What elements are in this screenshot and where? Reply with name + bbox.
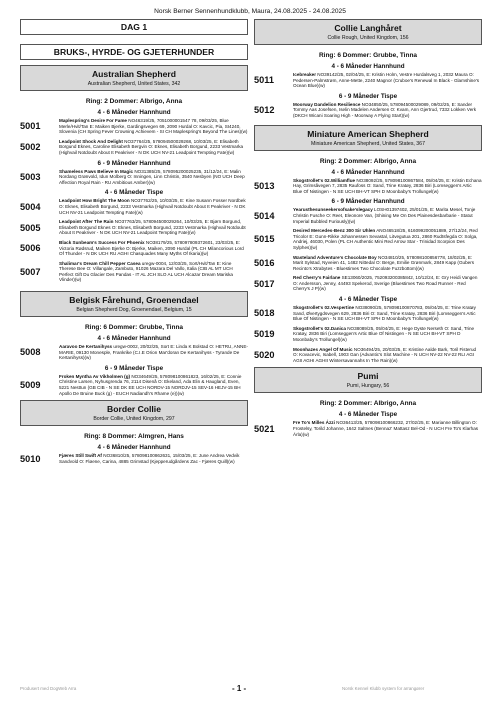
entry-details: NO38090/25, 578098100870783, 05/04/25, E: Trine Kratøy Sand, Øvertygdsvegen 629, 2836 Biri O: Sand, Trine Kratøy, 2836 Biri (Lomseggen's Artic Blue Of Nistingen - N SE UCH BH-VT SPH D Moonbaby's Trollungel(w): [293, 305, 476, 322]
catalog-number: 5005: [20, 222, 41, 233]
entry-details: NO36413/25, 578098100866232, 27/02/25, E: Marianne Billington O: Frostelsy, Torild Johanne, 1642 Saltnes (Bennaz' Mattasz Bel-Od - N UCH Fre To's Klarhas Árla)(w): [293, 420, 479, 437]
entry-details: NO34810/25, 578098100856778, 18/02/25, E: Marit Sylstad, Nyveien 41, 1482 Nittedal O: Berge, Emilie Grønmark, 2849 Kapp (Gubers Recinto's Xtrabytes - Bluestimes Two Chocolate Fuzzbottom)(w): [293, 254, 475, 271]
catalog-entry: [20, 198, 248, 215]
catalog-number: 5018: [254, 308, 275, 319]
breed-name: Border Collie: [107, 404, 161, 415]
breed-box-australian-shepherd: [20, 65, 248, 91]
dog-name: Shameless Paws Believe In Magic: [59, 168, 134, 174]
entry-details: NO46319/25, 7051000001547 78, 09/03/25, Blue Merle/Hvit/Tan E: Maiken Bjerke, Gardingsvegen 69, 2090 Hurdal O: Kavcic, Pia, SI4240, Slovenia (CH Spring Fever Crowning Achievem - SI CH Maplespring's Beyond The Lines)(w): [59, 118, 248, 135]
catalog-number: 5016: [254, 257, 275, 268]
catalog-number: 5020: [254, 350, 275, 361]
class-heading: 6 - 9 Måneder Tispe: [104, 364, 164, 372]
entry-details: NO36810/25, 578098100862631, 15/03/25, E: June Andrea Vedvik Sandvold O: Fløene, Carina, 4885 Grimstad (Kjepperudgårdens Zac - Fjæres Quill)(w): [59, 453, 240, 464]
breed-name: Miniature American Shepherd: [307, 128, 429, 139]
catalog-number: 5012: [254, 105, 275, 116]
breed-box-border-collie: [20, 400, 248, 426]
ring-judge: Ring: 2 Dommer: Albrigo, Anna: [85, 98, 183, 105]
dog-name: Fjæres Still Swift Af: [59, 453, 102, 459]
catalog-number: 5009: [20, 380, 41, 391]
catalog-number: 5017: [254, 278, 275, 289]
catalog-number: 5008: [20, 347, 41, 358]
catalog-entry: [254, 207, 482, 224]
catalog-entry: [254, 255, 482, 272]
catalog-entry: [254, 228, 482, 250]
ring-judge: Ring: 6 Dommer: Grubbe, Tinna: [318, 52, 418, 59]
dog-name: Froken Myntha Av Vikholmen (g): [59, 373, 131, 379]
page-number: - 1 -: [232, 684, 247, 693]
entry-details: NO38179/25, 578097809372601, 23/03/25, E: Victoria Rødsrud, Maiken Bjerke O: Bjerke, Maiken, 2090 Hurdal (PL CH Milancorious Lord Of Thunder - N DK UCH RU AGHI Chasquades Many Myths Of Ikaria)(w): [59, 239, 244, 257]
catalog-entry: [254, 305, 482, 322]
catalog-number: 5007: [20, 266, 41, 277]
entry-details: NO34649/25, 578098100861823, 16/02/25, E: Connie Christine Larsen, Nyhusgrenda 76, 2114 Disenå O: Ekeland, Ada Elin & Haugland, Even, 5221 Nesttun (GB CIB - N SE DK EE UCH NORDV-15 NORDJV-15 SEV-16 HEJV-15 BH Apollo De Bruine Buck (g) - EUCH Nadiandh's Rhame (e))(w): [59, 373, 242, 396]
catalog-entry: [20, 118, 248, 135]
dog-name: Fre To's Milles Ázzi: [293, 420, 335, 426]
dog-name: Wasteland Adventure's Chocolate Boy: [293, 254, 377, 260]
catalog-entry: [20, 261, 248, 283]
catalog-entry: [20, 219, 248, 236]
entry-details: NO31385/25, 578095200025235, 31/12/24, E: Malin Nordang Grønvold, Idun Molberg O: Inningen, Linn Christin, 3540 Nesbyen (NO UCH Deep Affection Royal Rain - RU Ambitious Amber)(w): [59, 168, 245, 185]
catalog-number: 5019: [254, 329, 275, 340]
dog-name: Yearusthesunseekersofsake'slegacy: [293, 207, 373, 213]
catalog-number: 5014: [254, 210, 275, 221]
left-column: [20, 19, 248, 468]
catalog-entry: [254, 420, 482, 437]
class-heading: 4 - 6 Måneder Tispe: [338, 296, 398, 304]
dog-name: Skogstrollet's 02.Danica: [293, 325, 346, 331]
catalog-entry: [20, 374, 248, 396]
catalog-entry: [254, 326, 482, 343]
dog-name: Red Cherry's Fairlane: [293, 275, 341, 281]
right-column: [254, 19, 482, 441]
catalog-number: 5001: [20, 121, 41, 132]
dog-name: Aaravoo De Kertanihyss: [59, 344, 113, 350]
catalog-number: 5006: [20, 243, 41, 254]
class-heading: 4 - 6 Måneder Hannhund: [97, 444, 171, 452]
class-heading: 4 - 6 Måneder Tispe: [338, 411, 398, 419]
entry-details: NO34850/25, 578094500029089, 09/02/25, E: Sander Tommy Aas Josefsen, Iselin Madelen Andersen O: Kvam, Ann Gjertrud, 7332 Lokken Verk (DKCH Wicani Soaring High - Moorway A Flying Start)(w): [293, 101, 477, 118]
catalog-entry: [20, 169, 248, 186]
class-heading: 4 - 6 Måneder Hannhund: [331, 168, 405, 176]
breed-subtitle: Australian Shepherd, United States, 342: [87, 81, 181, 87]
entry-details: ANO46518/25, 616099200051889, 27/12/24, Red Tricolor E: Gunn-Rikke Johannessen Sevastal, Litvegutua 201, 2860 Rudtsfegda O: Solga, Andriej, 46030, Polen (PL CH Authentic Mini Red Arrow Star - Trinidad Scorpion Des Sylphes)(w): [293, 228, 478, 250]
catalog-number: 5010: [20, 453, 41, 464]
entry-details: SE13060/2025, 752093200385842, 10/12/24, E: Gry Heidi Vangen O: Andersson, Jenny, 44493 Spekerod, Sverige (Bluestimes Two Road Runner - Red Cherry's J P)(w): [293, 275, 478, 292]
dog-name: Leadpoint Shock And Delight: [59, 138, 123, 144]
class-heading: 4 - 6 Måneder Hannhund: [97, 335, 171, 343]
catalog-entry: [20, 344, 248, 361]
entry-details: NO37763/25, 578094500029264, 10/03/25, E: Bjørn Borgund, Elisabeth Borgund Eknes O: Eknes, Elisabeth Borgund, 2233 Vestmarka (Highvail Notdoubt About It Peakriver - N DK UCH NV-21 Leadpoint Tempting Fate)(w): [59, 219, 246, 236]
entry-details: NO37764/25, 578094500029268, 10/03/25, E: Elisabeth Borgund Eknes, Caroline Elisabeth Bergvin O: Eknes, Elisabeth Borgund, 2233 Vestmarka (Highvail Notdoubt About It Peakriver - N DK UCH NV-21 Leadpoint Tempting Fate)(w): [59, 138, 244, 155]
entry-details: NO38092/25, 578098100867584, 05/04/25, E: Kristin Echana Hay, Grimsåvegen 7, 2835 Raufoss O: Sand, Trine Kratøy, 2836 Biri (Lomseggen's Artic Blue Of Nistingen - N SE UCH BH-VT SPH D Moonbaby's Trollungel(w): [293, 177, 482, 194]
dog-name: Leadpoint After The Rain: [59, 219, 114, 225]
catalog-entry: [254, 102, 482, 119]
dog-name: Icebreaker: [293, 72, 316, 77]
group-box: BRUKS-, HYRDE- OG GJETERHUNDER: [20, 44, 248, 60]
dog-name: Skogstrollet's 02.Vespertine: [293, 305, 355, 311]
breed-name: Australian Shepherd: [91, 69, 177, 79]
class-heading: 6 - 9 Måneder Hannhund: [331, 198, 405, 206]
ring-judge: Ring: 2 Dommer: Albrigo, Anna: [319, 400, 417, 408]
breed-box-collie-langharet: [254, 19, 482, 45]
day-box: DAG 1: [20, 19, 248, 35]
catalog-number: 5021: [254, 423, 275, 434]
catalog-number: 5002: [20, 142, 41, 153]
entry-details: NO39142/25, 02/04/25, E: Kristin Holm, Vestre Hurdalsveg 1, 2032 Maura O: Pedersen-Palmstrøm, Anne-Mette, 2240 Magnor (Cruboe's Renewal In Black - Glamshine's Ocean Blue)(w): [293, 72, 480, 89]
class-heading: 4 - 6 Måneder Hannhund: [97, 109, 171, 116]
catalog-entry: [254, 347, 482, 364]
dog-name: Black Sunbeam's Success For Phoenix: [59, 239, 145, 245]
breed-name: Collie Langhåret: [334, 23, 402, 33]
catalog-entry: [20, 240, 248, 257]
entry-details: uregw-0004, 12/03/25, Sort/Hvit/Tan E: Kine Therese Bee O: Villangale, Zambuto, 91026 Mazara Del Vallo, Italia (CIB AL MT UCH Perfect Gift Du Glacier Des Pandas - IT AL JCH SLO AL UCH Alcazar Dream Mariska Vlinder)(w): [59, 260, 233, 283]
dog-name: Desired Mercedes-Benz 300 Sir Uhlen: [293, 228, 376, 234]
entry-details: NO38089/25, 05/04/25, E: Hege Dyste Nerseth O: Sand, Trine Kratøy, 2836 Biri (Lomseggen's Artic Blue Of Nistingen - N SE UCH BH-VT SPH D Moonbaby's Trollungel)(w): [293, 325, 475, 343]
catalog-number: 5011: [254, 75, 274, 86]
breed-box-miniature-american-shepherd: [254, 125, 482, 151]
entry-details: uregw-0002, 20/02/25, Sort E: Linda K Bolstad O: HETRU, ANNE-MARIE, 09130 Monesple, Frankrike (C.I.E Orion Mar'doran De Kertanihyss - Tyrande De Kertanihyss)(w): [59, 344, 248, 361]
entry-details: NO37762/25, 10/03/25, E: Kine Susann Fosser Nordbek O: Eknes, Elisabeth Borgund, 2233 Vestmarka (Highvail Notdoubt About It Peakriver - N DK UCH NV-21 Leadpoint Tempting Fate)(w): [59, 198, 246, 215]
class-heading: 4 - 6 Måneder Hannhund: [331, 63, 405, 70]
breed-box-pumi: [254, 367, 482, 393]
catalog-entry: [254, 275, 482, 292]
catalog-entry: [20, 139, 248, 156]
breed-name: Pumi: [357, 371, 379, 382]
breed-subtitle: Belgian Shepherd Dog, Groenendael, Belgium, 15: [76, 307, 192, 314]
catalog-number: 5013: [254, 180, 275, 191]
entry-details: LOSH01397402, 25/01/25, E: Marita Mesel, Tonje Christin Fusche O: Reet, Eleonore Van, (Shining Me On Des Plainesdesbarbarie - Statut Imperial Bubbled Furiously)(w): [293, 207, 476, 224]
dog-name: Moonhazes Angel Of Music: [293, 346, 353, 352]
dog-name: Shalimar's Dream Chill Pepper Casea: [59, 260, 141, 266]
breed-subtitle: Border Collie, United Kingdom, 297: [93, 416, 175, 423]
catalog-entry: [254, 72, 482, 89]
catalog-number: 5004: [20, 201, 41, 212]
page-header: Norsk Berner Sennenhundklubb, Maura, 24.08.2025 - 24.08.2025: [154, 8, 346, 15]
class-heading: 6 - 9 Måneder Hannhund: [97, 159, 171, 167]
class-heading: 4 - 6 Måneder Tispe: [104, 189, 164, 197]
footer-system: Norsk Kennel Klubb system for arrangører: [342, 686, 425, 691]
footer-producer: Produsert med DogWeb Arra: [20, 686, 77, 691]
dog-name: Leadpoint How Bright The Moon: [59, 198, 130, 204]
catalog-entry: [254, 178, 482, 195]
dog-name: Skogstrollet's 02.Williamflue: [293, 177, 356, 183]
class-heading: 6 - 9 Måneder Tispe: [338, 92, 398, 100]
ring-judge: Ring: 6 Dommer: Grubbe, Tinna: [84, 324, 184, 332]
breed-subtitle: Pumi, Hungary, 56: [346, 383, 390, 390]
catalog-number: 5003: [20, 171, 41, 182]
catalog-number: 5015: [254, 234, 275, 245]
dog-name: Maplespring's Desire For Fame: [59, 118, 127, 123]
breed-name: Belgisk Fårehund, Groenendael: [69, 295, 199, 306]
breed-box-groenendael: [20, 291, 248, 317]
breed-subtitle: Collie Rough, United Kingdom, 156: [327, 35, 409, 41]
breed-subtitle: Miniature American Shepherd, United States, 367: [311, 140, 425, 147]
entry-details: NO36494/25, 20/03/25, E: Kristine Aalde Bark, Toril Fisterud O: Kovacevic, Isabell, 1903 Gan (Advantic's Slot Machine - N UCH NV-22 NV-22 RLI AGI AGII AGHI AGHII Wintersavannahs In The Rain)(w): [293, 346, 477, 363]
ring-judge: Ring: 8 Dommer: Almgren, Hans: [84, 433, 184, 441]
catalog-entry: [20, 453, 248, 464]
ring-judge: Ring: 2 Dommer: Albrigo, Anna: [319, 157, 417, 165]
dog-name: Moorway Dandelion Resilience: [293, 101, 361, 107]
